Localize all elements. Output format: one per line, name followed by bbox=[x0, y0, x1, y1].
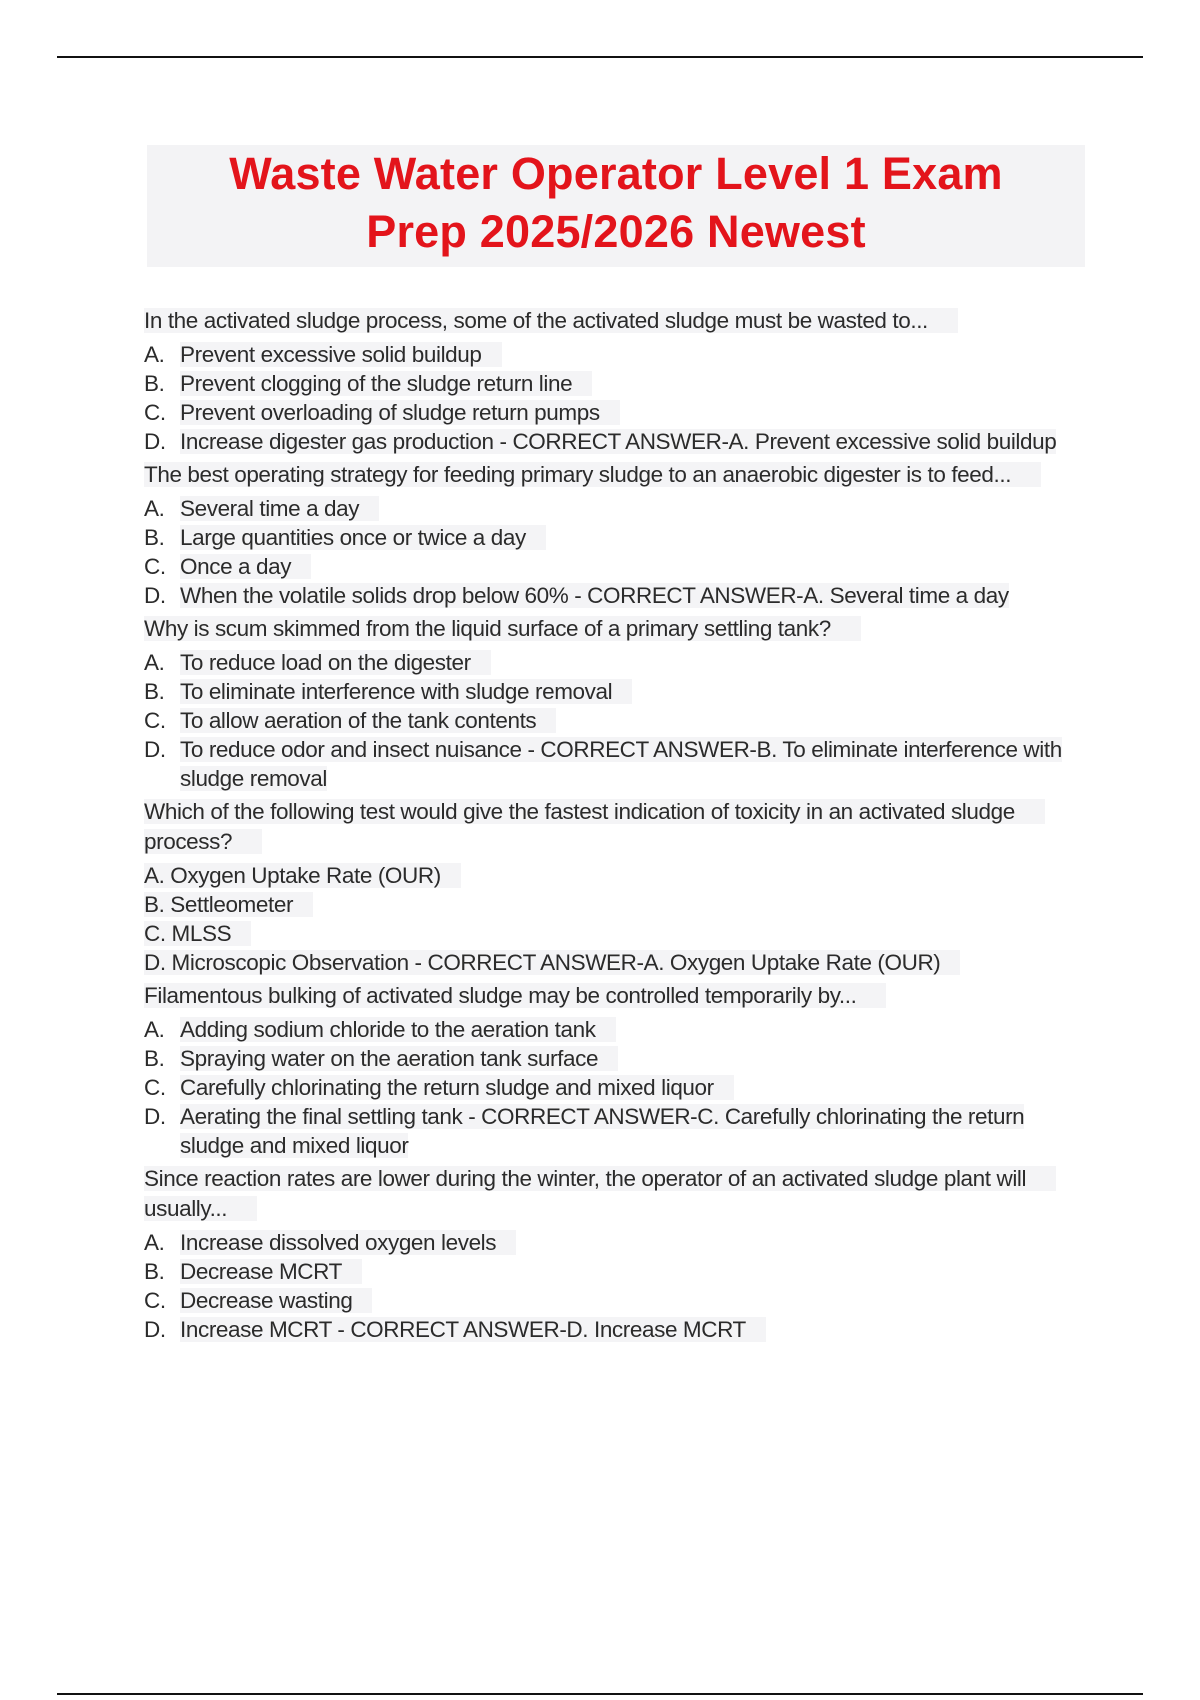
option-d-answer: D. Microscopic Observation - CORRECT ANSWER-A. Oxygen Uptake Rate (OUR) bbox=[144, 948, 1084, 977]
question-text: Which of the following test would give the fastest indication of toxicity in an activated sludge process? bbox=[144, 799, 1045, 854]
option-c: C. To allow aeration of the tank contents bbox=[144, 706, 1084, 735]
option-d-answer: D. When the volatile solids drop below 60% - CORRECT ANSWER-A. Several time a day bbox=[144, 583, 1009, 608]
option-d-answer: D. Increase MCRT - CORRECT ANSWER-D. Increase MCRT bbox=[144, 1315, 1084, 1344]
title-box bbox=[147, 145, 1085, 267]
question-5 bbox=[144, 981, 1084, 1160]
question-list bbox=[144, 302, 1084, 1344]
option-b: B. Large quantities once or twice a day bbox=[144, 523, 1084, 552]
question-2 bbox=[144, 460, 1084, 610]
option-a: A. Increase dissolved oxygen levels bbox=[144, 1228, 1084, 1257]
option-list bbox=[144, 1228, 1084, 1344]
question-3 bbox=[144, 614, 1084, 793]
option-b: B. Spraying water on the aeration tank surface bbox=[144, 1044, 1084, 1073]
question-6 bbox=[144, 1164, 1084, 1344]
option-c: C. Prevent overloading of sludge return pumps bbox=[144, 398, 1084, 427]
option-a: A. Prevent excessive solid buildup bbox=[144, 340, 1084, 369]
question-text: The best operating strategy for feeding primary sludge to an anaerobic digester is to feed... bbox=[144, 462, 1041, 487]
document-title-line-1: Waste Water Operator Level 1 Exam bbox=[229, 148, 1003, 199]
option-d-answer: D. Aerating the final settling tank - CORRECT ANSWER-C. Carefully chlorinating the return sludge and mixed liquor bbox=[144, 1104, 1025, 1158]
document-title-line-2: Prep 2025/2026 Newest bbox=[366, 206, 866, 257]
option-a: A. Oxygen Uptake Rate (OUR) bbox=[144, 861, 1084, 890]
option-a: A. To reduce load on the digester bbox=[144, 648, 1084, 677]
top-rule bbox=[57, 56, 1143, 58]
question-1 bbox=[144, 306, 1084, 456]
option-c: C. Carefully chlorinating the return sludge and mixed liquor bbox=[144, 1073, 1084, 1102]
option-d-answer: D. To reduce odor and insect nuisance - CORRECT ANSWER-B. To eliminate interference with sludge removal bbox=[144, 737, 1062, 791]
option-b: B. Settleometer bbox=[144, 890, 1084, 919]
option-c: C. Decrease wasting bbox=[144, 1286, 1084, 1315]
question-text: Since reaction rates are lower during the winter, the operator of an activated sludge plant will usually... bbox=[144, 1166, 1056, 1221]
option-list bbox=[144, 1015, 1084, 1160]
option-d-answer: D. Increase digester gas production - CORRECT ANSWER-A. Prevent excessive solid buildup bbox=[144, 429, 1057, 454]
option-list bbox=[144, 861, 1084, 977]
option-b: B. Prevent clogging of the sludge return line bbox=[144, 369, 1084, 398]
question-text: Why is scum skimmed from the liquid surface of a primary settling tank? bbox=[144, 616, 861, 641]
option-b: B. Decrease MCRT bbox=[144, 1257, 1084, 1286]
option-c: C. Once a day bbox=[144, 552, 1084, 581]
option-list bbox=[144, 340, 1084, 456]
option-b: B. To eliminate interference with sludge removal bbox=[144, 677, 1084, 706]
question-4 bbox=[144, 797, 1084, 977]
bottom-rule bbox=[57, 1693, 1143, 1695]
question-text: Filamentous bulking of activated sludge may be controlled temporarily by... bbox=[144, 983, 886, 1008]
option-a: A. Adding sodium chloride to the aeration tank bbox=[144, 1015, 1084, 1044]
option-list bbox=[144, 494, 1084, 610]
option-c: C. MLSS bbox=[144, 919, 1084, 948]
question-text: In the activated sludge process, some of the activated sludge must be wasted to... bbox=[144, 308, 958, 333]
option-list bbox=[144, 648, 1084, 793]
option-a: A. Several time a day bbox=[144, 494, 1084, 523]
